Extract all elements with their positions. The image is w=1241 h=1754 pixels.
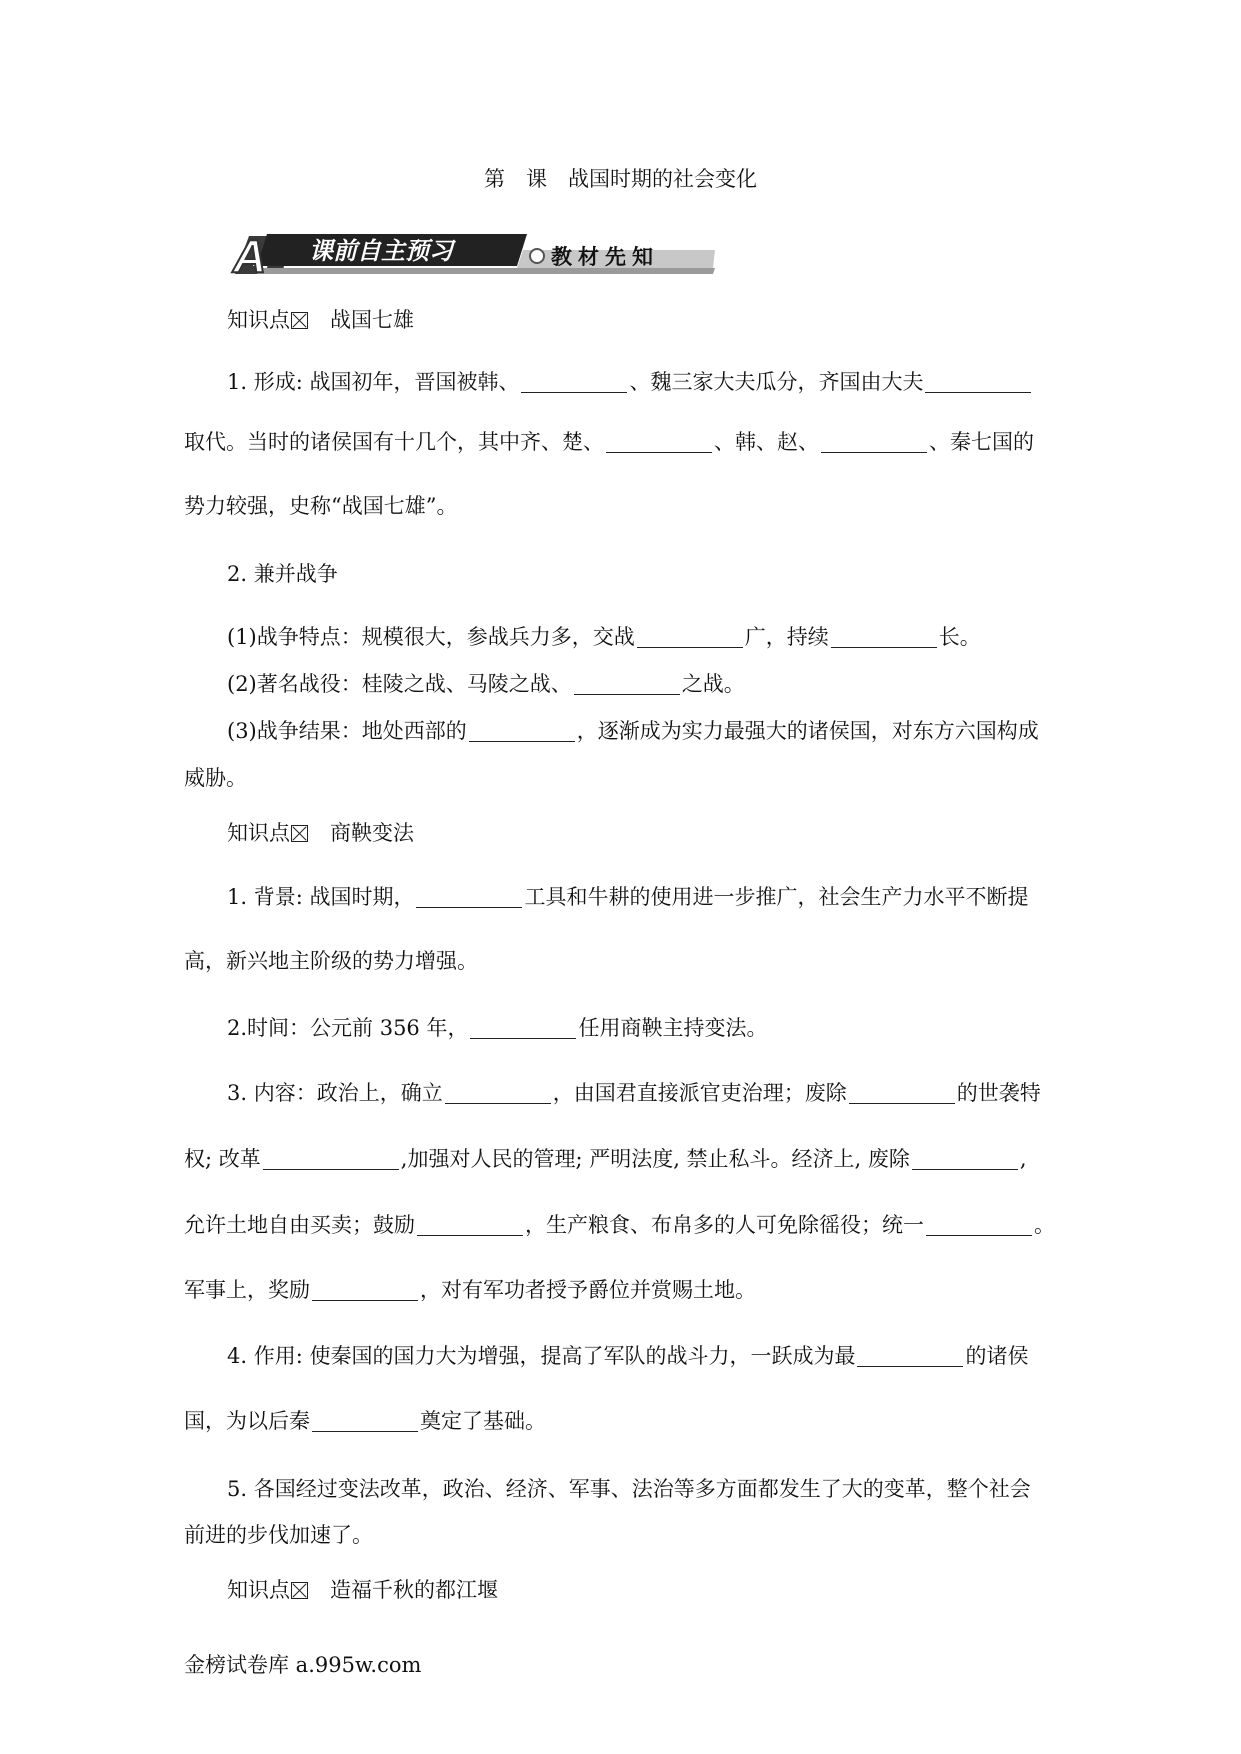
blank-field: [417, 1215, 523, 1236]
kp3-heading: 知识点 造福千秋的都江堰: [227, 1578, 498, 1602]
banner-sub-text: 教材先知: [551, 245, 659, 269]
kp1-line-1: 1. 形成: 战国初年，晋国被韩、 、魏三家大夫瓜分，齐国由大夫: [227, 372, 1033, 393]
kp2-line-5: 权; 改革 ,加强对人民的管理; 严明法度, 禁止私斗。经济上, 废除 ,: [184, 1147, 1027, 1171]
bullet-icon: [530, 249, 544, 263]
kp1-line-5: (1)战争特点：规模很大，参战兵力多，交战 广，持续 长。: [227, 625, 981, 649]
kp1-line-8: 威胁。: [184, 766, 247, 790]
blank-field: [312, 1411, 418, 1432]
kp2-line-8: 4. 作用: 使秦国的国力大为增强，提高了军队的战斗力，一跃成为最 的诸侯: [227, 1344, 1029, 1368]
blank-field: [312, 1280, 418, 1301]
kp1-heading: 知识点 战国七雄: [227, 308, 414, 332]
checkbox-icon: [291, 825, 308, 842]
kp2-line-3: 2.时间：公元前 356 年， 任用商鞅主持变法。: [227, 1016, 768, 1040]
blank-field: [445, 1083, 551, 1104]
blank-field: [857, 1346, 963, 1367]
blank-field: [263, 1149, 399, 1170]
blank-field: [912, 1149, 1018, 1170]
kp2-line-4: 3. 内容：政治上，确立 ，由国君直接派官吏治理；废除 的世袭特: [227, 1081, 1041, 1105]
blank-field: [606, 432, 712, 453]
section-banner: [227, 228, 717, 276]
banner-main-text: 课前自主预习: [309, 237, 453, 265]
kp1-line-7: (3)战争结果：地处西部的 ，逐渐成为实力最强大的诸侯国，对东方六国构成: [227, 719, 1039, 743]
kp2-line-9: 国，为以后秦 奠定了基础。: [184, 1409, 546, 1433]
kp1-line-4: 2. 兼并战争: [227, 562, 338, 586]
blank-field: [470, 1018, 576, 1039]
checkbox-icon: [291, 312, 308, 329]
blank-field: [416, 887, 522, 908]
blank-field: [849, 1083, 955, 1104]
banner-letter: A: [233, 230, 267, 276]
kp2-line-7: 军事上，奖励 ，对有军功者授予爵位并赏赐土地。: [184, 1278, 756, 1302]
kp2-line-10: 5. 各国经过变法改革，政治、经济、军事、法治等多方面都发生了大的变革，整个社会: [227, 1477, 1031, 1501]
kp2-line-1: 1. 背景: 战国时期， 工具和牛耕的使用进一步推广，社会生产力水平不断提: [227, 885, 1029, 909]
kp1-line-3: 势力较强，史称“战国七雄”。: [184, 494, 458, 518]
blank-field: [469, 721, 575, 742]
blank-field: [821, 432, 927, 453]
blank-field: [926, 1215, 1032, 1236]
kp2-line-2: 高，新兴地主阶级的势力增强。: [184, 949, 478, 973]
checkbox-icon: [291, 1582, 308, 1599]
blank-field: [925, 372, 1031, 393]
kp2-line-11: 前进的步伐加速了。: [184, 1523, 373, 1547]
kp1-line-6: (2)著名战役：桂陵之战、马陵之战、 之战。: [227, 672, 745, 696]
kp2-line-6: 允许土地自由买卖；鼓励 ，生产粮食、布帛多的人可免除徭役；统一 。: [184, 1213, 1055, 1237]
blank-field: [574, 674, 680, 695]
blank-field: [831, 627, 937, 648]
kp2-heading: 知识点 商鞅变法: [227, 821, 414, 845]
kp1-line-2: 取代。当时的诸侯国有十几个，其中齐、楚、 、韩、赵、 、秦七国的: [184, 430, 1034, 454]
page-title: 第 课 战国时期的社会变化: [484, 167, 757, 191]
footer-source: 金榜试卷库 a.995w.com: [184, 1653, 422, 1677]
blank-field: [637, 627, 743, 648]
blank-field: [521, 372, 627, 393]
